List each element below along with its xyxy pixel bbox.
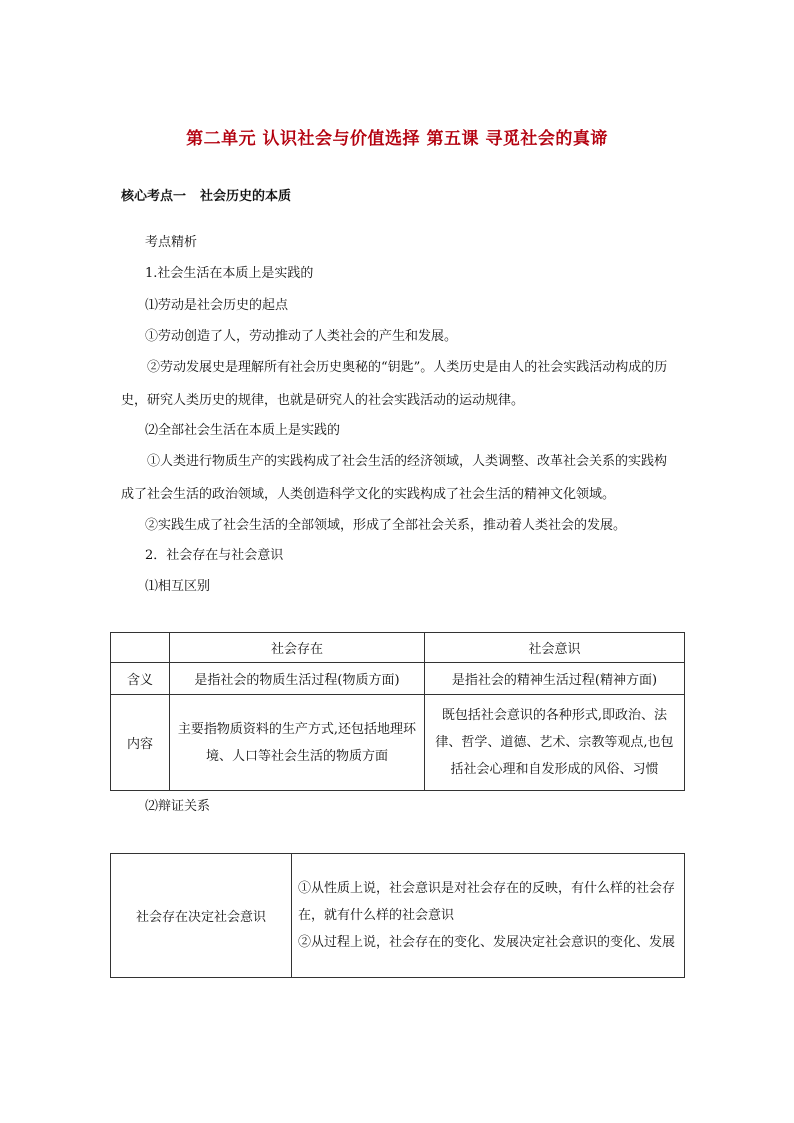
point-2-sub-2: ⑵辩证关系 [145, 799, 211, 814]
section-name: 社会历史的本质 [200, 189, 292, 204]
paragraph: ①人类进行物质生产的实践构成了社会生活的经济领域，人类调整、改革社会关系的实践构成了社会生活的政治领域，人类创造科学文化的实践构成了社会生活的精神文化领域。 [121, 454, 668, 502]
table-header-cell: 社会意识 [425, 633, 685, 663]
relationship-point-2: ②从过程上说，社会存在的变化、发展决定社会意识的变化、发展 [298, 935, 676, 950]
table-cell: 社会存在决定社会意识 [111, 854, 292, 978]
table-cell: 既包括社会意识的各种形式,即政治、法律、哲学、道德、艺术、宗教等观点,也包括社会心理和自发形成的风俗、习惯 [425, 695, 685, 791]
paragraph: ②劳动发展史是理解所有社会历史奥秘的“钥匙”。人类历史是由人的社会实践活动构成的历史，研究人类历史的规律，也就是研究人的社会实践活动的运动规律。 [121, 360, 668, 408]
section-heading [121, 185, 291, 204]
point-1-sub-1: ⑴劳动是社会历史的起点 [145, 298, 289, 313]
point-2-sub-1: ⑴相互区别 [145, 579, 211, 594]
table-cell: 内容 [111, 695, 170, 791]
page-title: 第二单元 认识社会与价值选择 第五课 寻觅社会的真谛 [186, 129, 608, 149]
table-row [111, 663, 685, 695]
table-row [111, 854, 685, 978]
table-cell: 含义 [111, 663, 170, 695]
table-header-row [111, 633, 685, 663]
table-row [111, 695, 685, 791]
section-label: 核心考点一 [121, 189, 187, 204]
paragraph: ①劳动创造了人，劳动推动了人类社会的产生和发展。 [145, 329, 458, 344]
table-cell [292, 854, 685, 978]
comparison-table [110, 632, 685, 791]
table-cell: 是指社会的物质生活过程(物质方面) [170, 663, 425, 695]
paragraph: ②实践生成了社会生活的全部领域，形成了全部社会关系，推动着人类社会的发展。 [145, 518, 627, 533]
table-header-cell: 社会存在 [170, 633, 425, 663]
relationship-table [110, 853, 685, 978]
table-header-cell [111, 633, 170, 663]
point-2-heading: 2．社会存在与社会意识 [145, 548, 284, 563]
table-cell: 是指社会的精神生活过程(精神方面) [425, 663, 685, 695]
relationship-point-1: ①从性质上说，社会意识是对社会存在的反映，有什么样的社会存在，就有什么样的社会意识 [298, 881, 676, 923]
table-cell: 主要指物质资料的生产方式,还包括地理环境、人口等社会生活的物质方面 [170, 695, 425, 791]
subheading-analysis: 考点精析 [145, 235, 198, 250]
point-1-sub-2: ⑵全部社会生活在本质上是实践的 [145, 423, 341, 438]
point-1-heading: 1.社会生活在本质上是实践的 [145, 266, 314, 281]
